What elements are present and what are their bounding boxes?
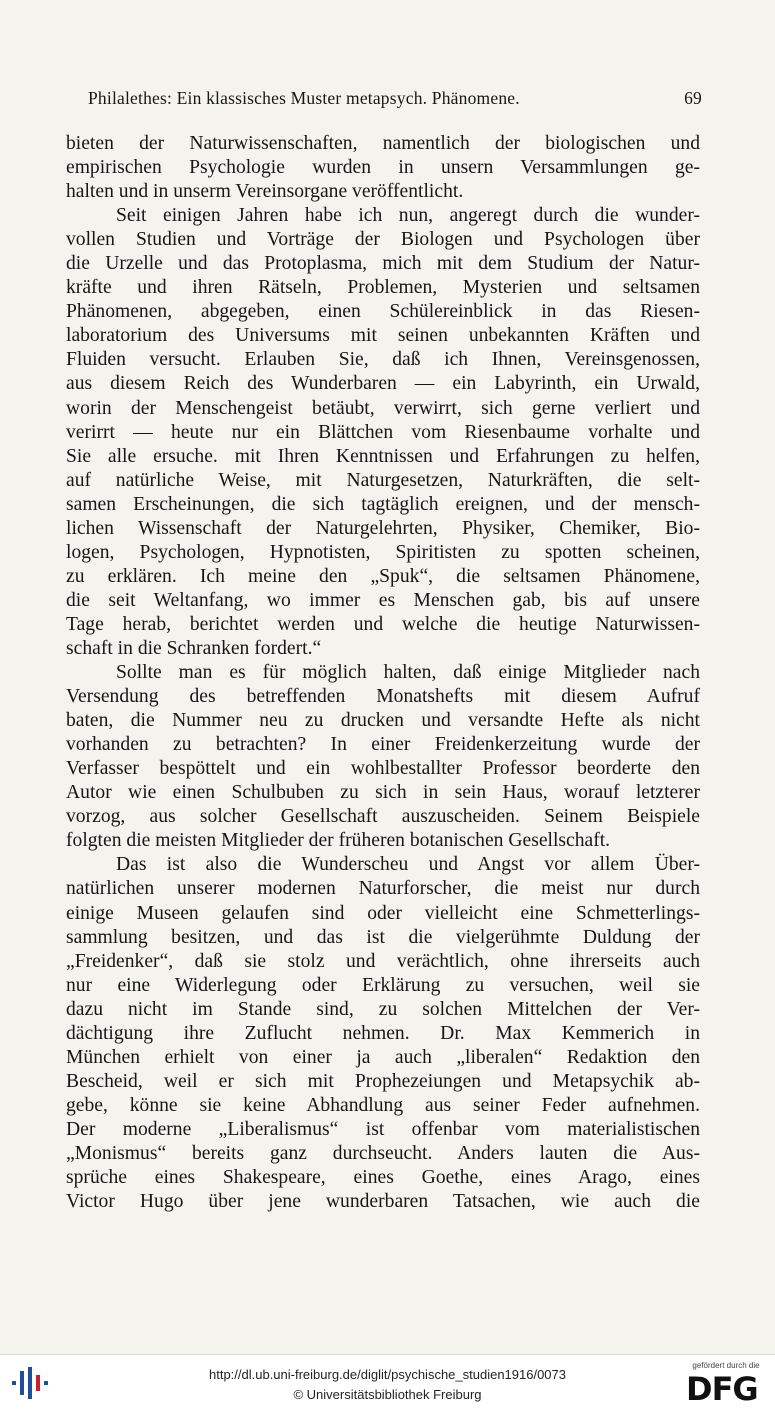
text-line: laboratorium des Universums mit seinen unbekannten Kräften und [66,325,700,347]
text-line: Tage herab, berichtet werden und welche die heutige Naturwissen- [66,613,700,635]
text-line: München erhielt von einer ja auch „liberalen“ Redaktion den [66,1046,700,1068]
dfg-mark: DFG [686,1370,758,1408]
text-line: Victor Hugo über jene wunderbaren Tatsachen, wie auch die [66,1191,700,1213]
paragraph [66,661,700,853]
text-line: Sollte man es für möglich halten, daß einige Mitglieder nach [116,662,700,684]
dfg-logo [684,1361,768,1407]
text-line: vorzog, aus solcher Gesellschaft auszuscheiden. Seinem Beispiele [66,806,700,828]
text-line: worin der Menschengeist betäubt, verwirrt, sich gerne verliert und [66,397,700,419]
text-line: Bescheid, weil er sich mit Prophezeiungen und Metapsychik ab- [66,1070,700,1092]
text-line: Phänomenen, abgegeben, einen Schülereinblick in das Riesen- [66,301,700,323]
text-line: aus diesem Reich des Wunderbaren — ein Labyrinth, ein Urwald, [66,373,700,395]
text-line: dazu nicht im Stande sind, zu solchen Mittelchen der Ver- [66,998,700,1020]
text-line: empirischen Psychologie wurden in unsern Versammlungen ge- [66,157,700,179]
text-line: einige Museen gelaufen sind oder vielleicht eine Schmetterlings- [66,902,700,924]
text-line: dächtigung ihre Zuflucht nehmen. Dr. Max Kemmerich in [66,1022,700,1044]
text-line: die seit Weltanfang, wo immer es Menschen gab, bis auf unsere [66,589,700,611]
copyright-notice: © Universitätsbibliothek Freiburg [293,1387,482,1402]
paragraph [66,132,700,204]
text-line: Fluiden versucht. Erlauben Sie, daß ich Ihnen, Vereinsgenossen, [66,349,700,371]
text-line: Autor wie einen Schulbuben zu sich in sein Haus, worauf letzterer [66,782,700,804]
text-line: schaft in die Schranken fordert.“ [66,637,322,659]
text-line: baten, die Nummer neu zu drucken und versandte Hefte als nicht [66,710,700,732]
text-line: die Urzelle und das Protoplasma, mich mit dem Studium der Natur- [66,253,700,275]
text-line: auf natürliche Weise, mit Naturgesetzen, Naturkräften, die selt- [66,469,700,491]
text-line: halten und in unserm Vereinsorgane veröffentlicht. [66,181,464,203]
text-line: folgten die meisten Mitglieder der früheren botanischen Gesellschaft. [66,830,611,852]
document-url[interactable]: http://dl.ub.uni-freiburg.de/diglit/psychische_studien1916/0073 [208,1367,567,1382]
text-line: verirrt — heute nur ein Blättchen vom Riesenbaume vorhalte und [66,421,700,443]
running-head [62,88,702,112]
page-number: 69 [684,88,702,108]
text-line: sprüche eines Shakespeare, eines Goethe, eines Arago, eines [66,1167,700,1189]
text-line: zu erklären. Ich meine den „Spuk“, die seltsamen Phänomene, [66,565,700,587]
text-line: kräfte und ihren Rätseln, Problemen, Mysterien und seltsamen [66,277,700,299]
text-line: gebe, könne sie keine Abhandlung aus seiner Feder aufnehmen. [66,1094,700,1116]
paragraph [66,204,700,661]
body-text [66,132,700,1214]
paragraph [66,853,700,1214]
viewer-footer [0,1354,775,1410]
dfg-caption: gefördert durch die [692,1361,760,1370]
text-line: Sie alle ersuche. mit Ihren Kenntnissen und Erfahrungen zu helfen, [66,445,700,467]
text-line: „Freidenker“, daß sie stolz und verächtlich, ohne ihrerseits auch [66,950,700,972]
text-line: Seit einigen Jahren habe ich nun, angeregt durch die wunder- [116,205,700,227]
text-line: vorhanden zu betrachten? In einer Freidenkerzeitung wurde der [66,734,700,756]
text-line: logen, Psychologen, Hypnotisten, Spiritisten zu spotten scheinen, [66,541,700,563]
text-line: bieten der Naturwissenschaften, namentlich der biologischen und [66,133,700,154]
text-line: „Monismus“ bereits ganz durchseucht. Anders lauten die Aus- [66,1142,700,1164]
text-line: natürlichen unserer modernen Naturforscher, die meist nur durch [66,878,700,900]
text-line: lichen Wissenschaft der Naturgelehrten, Physiker, Chemiker, Bio- [66,517,700,539]
text-line: sammlung besitzen, und das ist die vielgerühmte Duldung der [66,926,700,948]
text-line: Der moderne „Liberalismus“ ist offenbar vom materialistischen [66,1118,700,1140]
running-head-title: Philalethes: Ein klassisches Muster metapsych. Phänomene. [88,88,520,108]
text-line: Das ist also die Wunderscheu und Angst vor allem Über- [116,854,700,876]
text-line: samen Erscheinungen, die sich tagtäglich ereignen, und der mensch- [66,493,700,515]
text-line: nur eine Widerlegung oder Erklärung zu versuchen, weil sie [66,974,700,996]
text-line: Versendung des betreffenden Monatshefts mit diesem Aufruf [66,686,700,708]
text-line: Verfasser bespöttelt und ein wohlbestallter Professor beorderte den [66,758,700,780]
text-line: vollen Studien und Vorträge der Biologen und Psychologen über [66,229,700,251]
